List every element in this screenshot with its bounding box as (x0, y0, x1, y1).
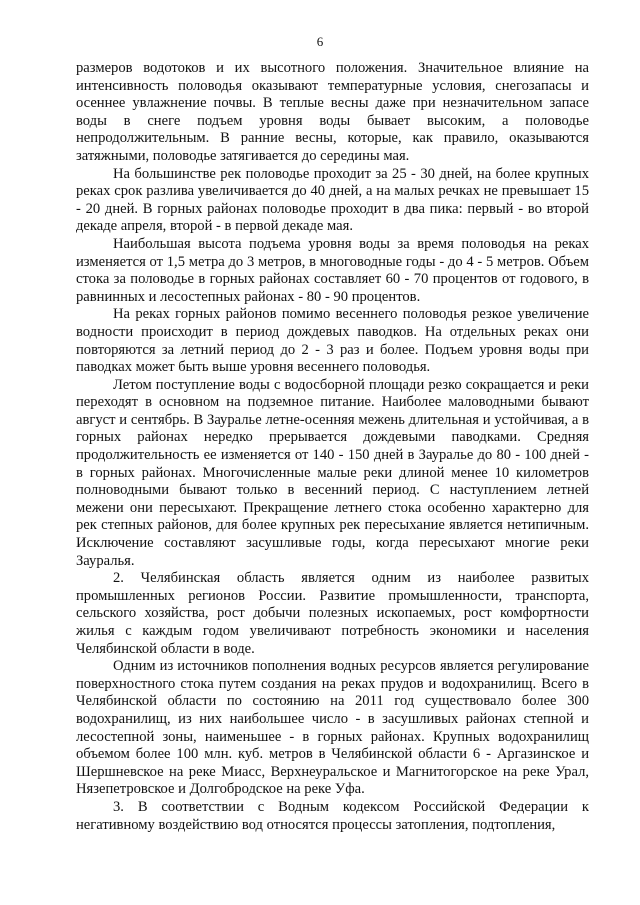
paragraph-section-2: 2. Челябинская область является одним из наиболее развитых промышленных регионов России. Развитие промышленности, транспорта, сельского хозяйства, рост добычи полезных ископаемых, рост комфортности жилья с каждым годом увеличивают потребность экономики и населения Челябинской области в воде. (76, 570, 589, 657)
paragraph-rain-floods: На реках горных районов помимо весеннего половодья резкое увеличение водности происходит в период дождевых паводков. На отдельных реках они повторяются за летний период до 2 - 3 раз и более. Подъем уровня воды при паводках может быть выше уровня весеннего половодья. (76, 306, 589, 376)
paragraph-section-3: 3. В соответствии с Водным кодексом Российской Федерации к негативному воздействию вод относятся процессы затопления, подтопления, (76, 798, 589, 833)
paragraph-flood-duration: На большинстве рек половодье проходит за 25 - 30 дней, на более крупных реках срок разлива увеличивается до 40 дней, а на малых речках не превышает 15 - 20 дней. В горных районах половодье проходит в два пика: первый - во второй декаде апреля, второй - в первой декаде мая. (76, 165, 589, 235)
paragraph-reservoirs: Одним из источников пополнения водных ресурсов является регулирование поверхностного стока путем создания на реках прудов и водохранилищ. Всего в Челябинской области по состоянию на 2011 год существовало более 300 водохранилищ, из них наибольшее число - в засушливых районах степной и лесостепной зоны, наименьшее - в горных районах. Крупных водохранилищ объемом более 100 млн. куб. метров в Челябинской области 6 - Аргазинское и Шершневское на реке Миасс, Верхнеуральское и Магнитогорское на реке Урал, Нязепетровское и Долгобродское на реке Уфа. (76, 658, 589, 798)
page-number: 6 (316, 34, 324, 49)
document-body (76, 60, 589, 834)
paragraph-summer-lowwater: Летом поступление воды с водосборной площади резко сокращается и реки переходят в основном на подземное питание. Наиболее маловодными бывают август и сентябрь. В Зауралье летне-осенняя межень длительная и устойчивая, а в горных районах нередко прерывается дождевыми паводками. Средняя продолжительность ее изменяется от 140 - 150 дней в Зауралье до 80 - 100 дней - в горных районах. Многочисленные малые реки длиной менее 10 километров полноводными бывают только в весенний период. С наступлением летней межени они пересыхают. Прекращение летнего стока особенно характерно для рек степных районов, для более крупных рек пересыхание является нетипичным. Исключение составляют засушливые годы, когда пересыхают многие реки Зауралья. (76, 376, 589, 569)
paragraph-continuation: размеров водотоков и их высотного положения. Значительное влияние на интенсивность половодья оказывают температурные условия, снегозапасы и осеннее увлажнение почвы. В теплые весны даже при незначительном запасе воды в снеге подъем уровня воды бывает высоким, а половодье непродолжительным. В ранние весны, которые, как правило, оказываются затяжными, половодье затягивается до середины мая. (76, 60, 589, 164)
paragraph-water-level: Наибольшая высота подъема уровня воды за время половодья на реках изменяется от 1,5 метра до 3 метров, в многоводные годы - до 4 - 5 метров. Объем стока за половодье в горных районах составляет 60 - 70 процентов от годового, в равнинных и лесостепных районах - 80 - 90 процентов. (76, 235, 589, 305)
